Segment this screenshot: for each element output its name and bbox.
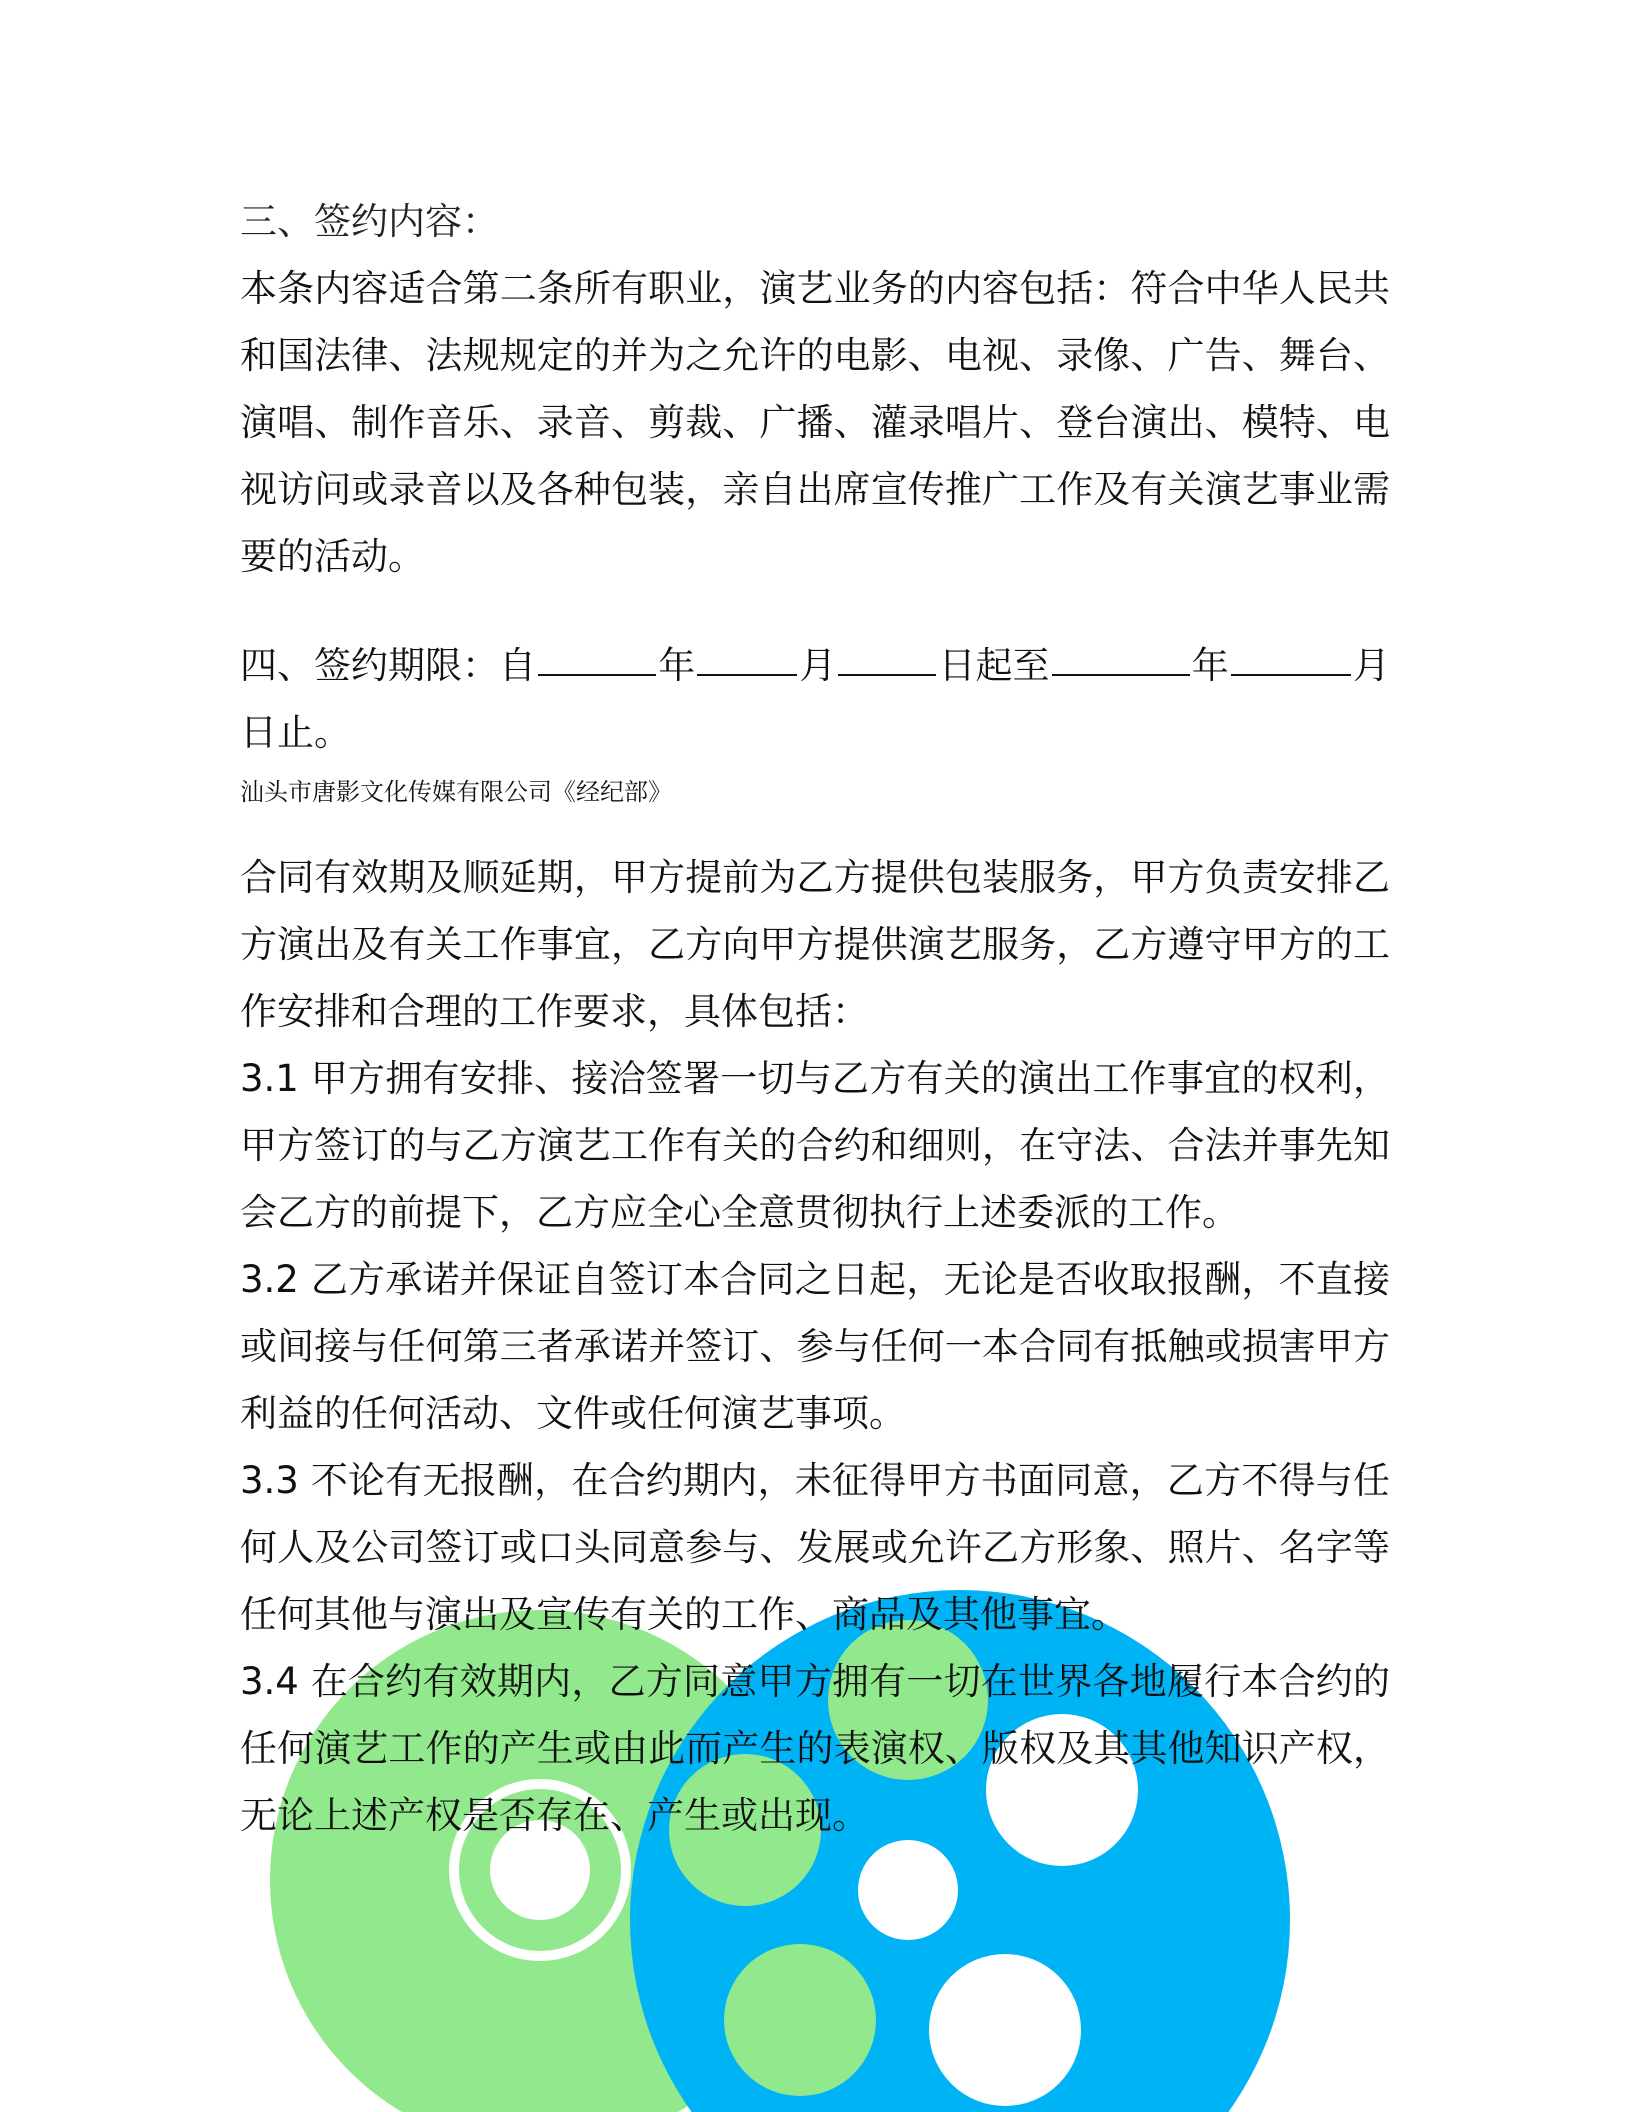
contract-page [240,188,1390,1849]
section-3-heading: 三、签约内容： [240,200,499,243]
end-month-unit: 月 [1352,644,1390,687]
company-line: 汕头市唐影文化传媒有限公司《经纪部》 [240,778,672,806]
section-4-label: 四、签约期限：自 [240,644,536,687]
clause-3-4: 3.4 在合约有效期内，乙方同意甲方拥有一切在世界各地履行本合约的任何演艺工作的产生或由此而产生的表演权、版权及其其他知识产权，无论上述产权是否存在、产生或出现。 [240,1660,1390,1837]
section-4-term-line [240,632,1390,699]
clause-3-1: 3.1 甲方拥有安排、接洽签署一切与乙方有关的演出工作事宜的权利，甲方签订的与乙方演艺工作有关的合约和细则，在守法、合法并事先知会乙方的前提下，乙方应全心全意贯彻执行上述委派的工作。 [240,1057,1390,1234]
start-year-blank[interactable] [538,674,656,676]
blue-reel-hole-bottom-left [724,1944,876,2096]
from-to-text: 日起至 [938,644,1050,687]
clause-3-3: 3.3 不论有无报酬，在合约期内，未征得甲方书面同意，乙方不得与任何人及公司签订或口头同意参与、发展或允许乙方形象、照片、名字等任何其他与演出及宣传有关的工作、商品及其他事宜。 [240,1459,1390,1636]
start-day-blank[interactable] [838,674,936,676]
paragraph-intro: 合同有效期及顺延期，甲方提前为乙方提供包装服务，甲方负责安排乙方演出及有关工作事宜，乙方向甲方提供演艺服务，乙方遵守甲方的工作安排和合理的工作要求，具体包括： [240,856,1390,1033]
end-year-blank[interactable] [1052,674,1190,676]
end-year-unit: 年 [1191,644,1229,687]
section-3-body: 本条内容适合第二条所有职业，演艺业务的内容包括：符合中华人民共和国法律、法规规定的并为之允许的电影、电视、录像、广告、舞台、演唱、制作音乐、录音、剪裁、广播、灌录唱片、登台演出、模特、电视访问或录音以及各种包装，亲自出席宣传推广工作及有关演艺事业需要的活动。 [240,267,1390,578]
start-month-unit: 月 [799,644,837,687]
end-month-blank[interactable] [1231,674,1351,676]
blue-reel-hole-center [858,1840,958,1940]
start-year-unit: 年 [658,644,696,687]
blue-reel-hole-bottom [929,1954,1081,2106]
clause-3-2: 3.2 乙方承诺并保证自签订本合同之日起，无论是否收取报酬，不直接或间接与任何第三者承诺并签订、参与任何一本合同有抵触或损害甲方利益的任何活动、文件或任何演艺事项。 [240,1258,1390,1435]
start-month-blank[interactable] [697,674,797,676]
section-4-end: 日止。 [240,711,351,754]
